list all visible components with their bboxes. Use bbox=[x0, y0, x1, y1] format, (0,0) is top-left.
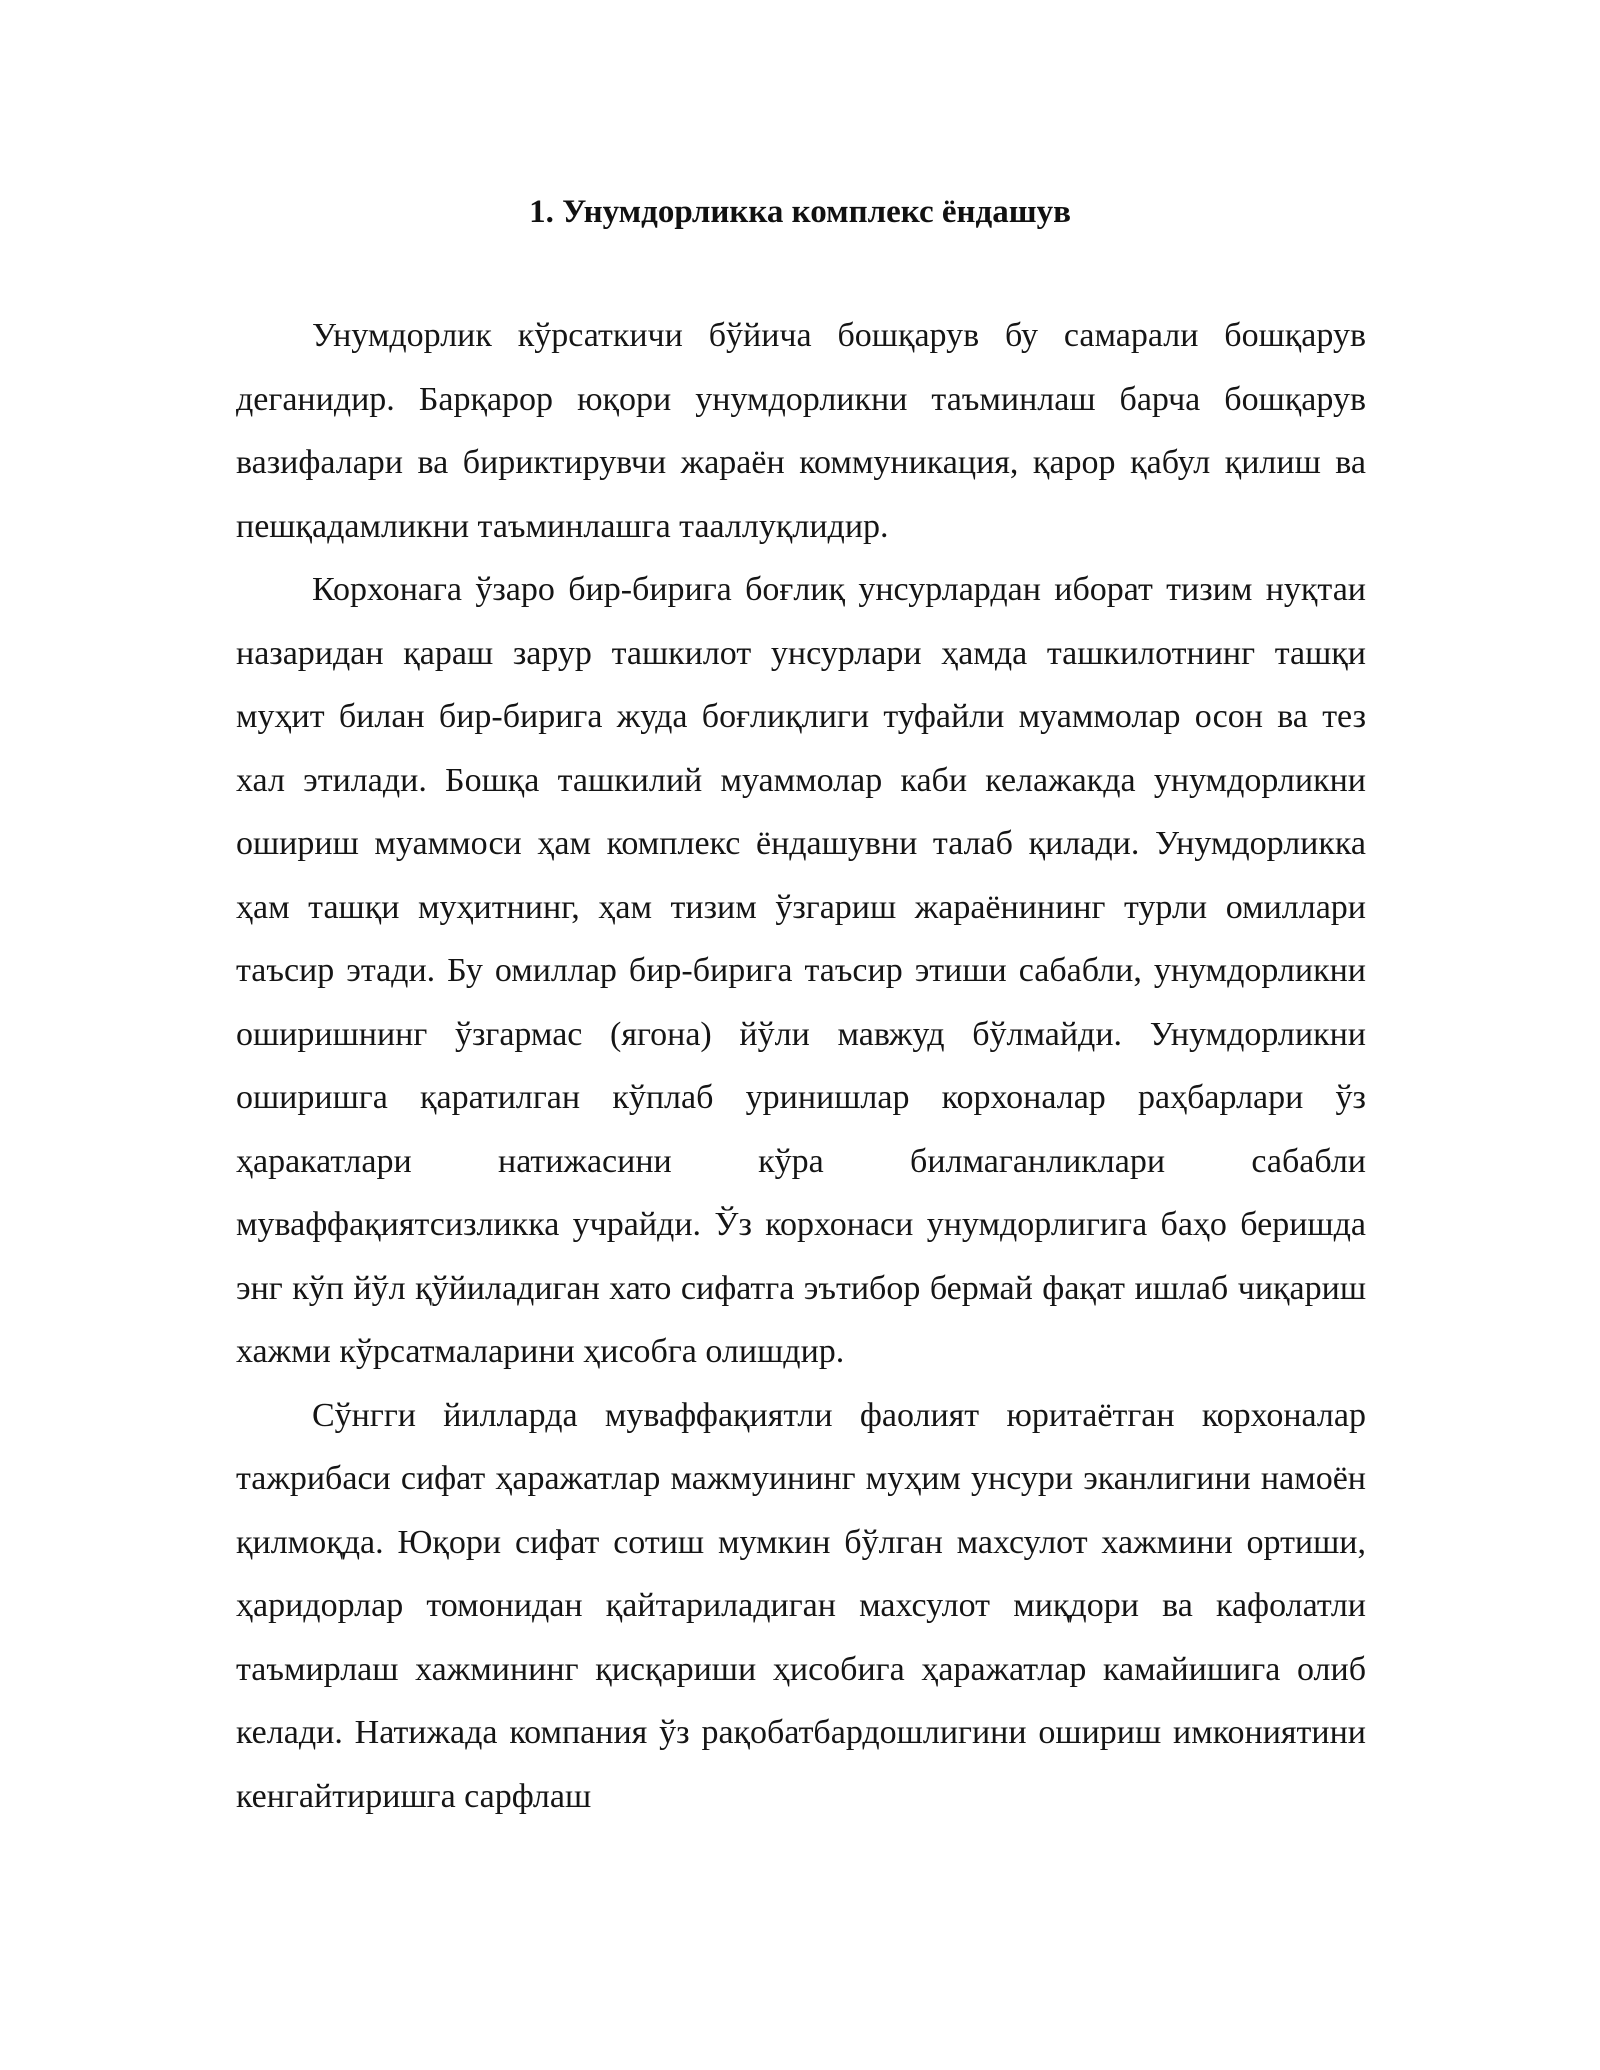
paragraph-2: Корхонага ўзаро бир-бирига боғлиқ унсурлардан иборат тизим нуқтаи назаридан қараш зарур ташкилот унсурлари ҳамда ташкилотнинг ташқи муҳит билан бир-бирига жуда боғлиқлиги туфайли муаммолар осон ва тез хал этилади. Бошқа ташкилий муаммолар каби келажакда унумдорликни ошириш муаммоси ҳам комплекс ёндашувни талаб қилади. Унумдорликка ҳам ташқи муҳитнинг, ҳам тизим ўзгариш жараёнининг турли омиллари таъсир этади. Бу омиллар бир-бирига таъсир этиши сабабли, унумдорликни оширишнинг ўзгармас (ягона) йўли мавжуд бўлмайди. Унумдорликни оширишга қаратилган кўплаб уринишлар корхоналар раҳбарлари ўз ҳаракатлари натижасини кўра билмаганликлари сабабли муваффақиятсизликка учрайди. Ўз корхонаси унумдорлигига баҳо беришда энг кўп йўл қўйиладиган хато сифатга эътибор бермай фақат ишлаб чиқариш хажми кўрсатмаларини ҳисобга олишдир. bbox=[236, 571, 1366, 1370]
page-title: 1. Унумдорликка комплекс ёндашув bbox=[529, 194, 1071, 230]
paragraph-3: Сўнгги йилларда муваффақиятли фаолият юритаётган корхоналар тажрибаси сифат ҳаражатлар мажмуининг муҳим унсури эканлигини намоён қилмоқда. Юқори сифат сотиш мумкин бўлган махсулот хажмини ортиши, ҳаридорлар томонидан қайтариладиган махсулот миқдори ва кафолатли таъмирлаш хажмининг қисқариши ҳисобига ҳаражатлар камайишига олиб келади. Натижада компания ўз рақобатбардошлигини ошириш имкониятини кенгайтиришга сарфлаш bbox=[236, 1396, 1366, 1815]
paragraph-1: Унумдорлик кўрсаткичи бўйича бошқарув бу самарали бошқарув деганидир. Барқарор юқори унумдорликни таъминлаш барча бошқарув вазифалари ва бириктирувчи жараён коммуникация, қарор қабул қилиш ва пешқадамликни таъминлашга тааллуқлидир. bbox=[236, 317, 1366, 545]
body-text bbox=[236, 304, 1366, 1828]
